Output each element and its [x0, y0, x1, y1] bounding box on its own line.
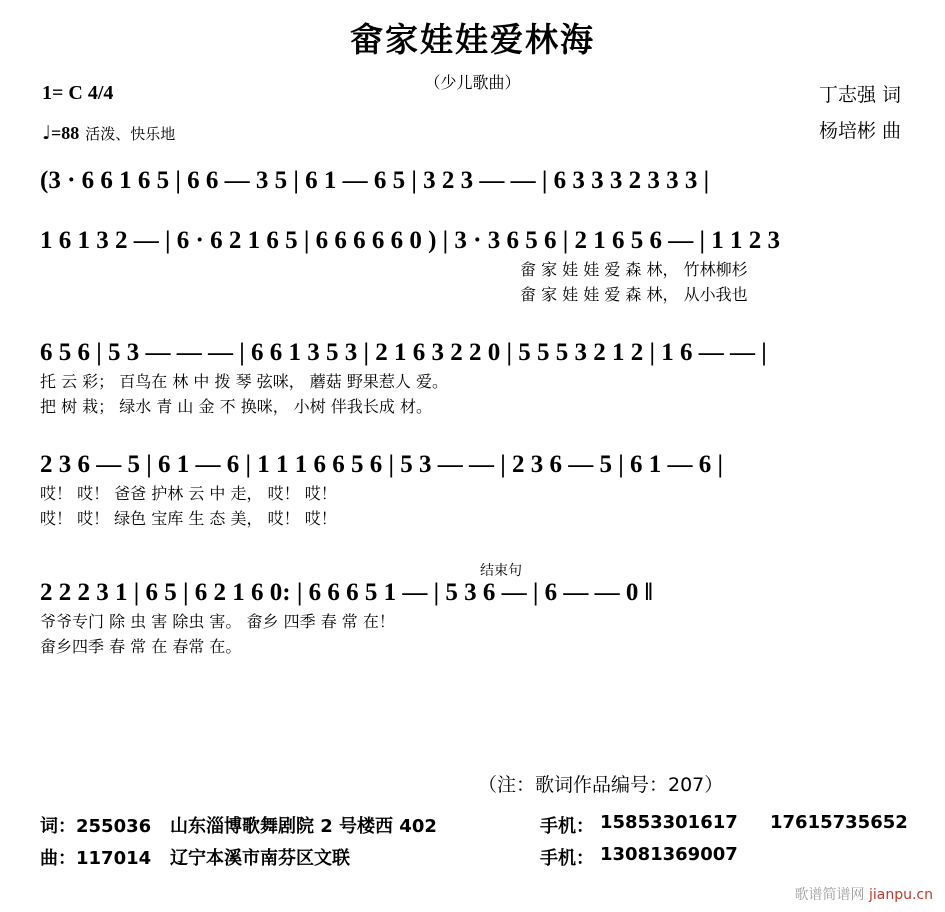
lyric-line-verse2: 畲 家 娃 娃 爱 森 林， 从小我也	[520, 285, 748, 305]
quarter-note-icon: ♩	[42, 122, 51, 144]
lyric-line-verse1: 爷爷专门 除 虫 害 除虫 害。 畲乡 四季 春 常 在！	[40, 612, 395, 632]
music-system-1	[40, 168, 910, 194]
lyric-line-verse2: 哎！ 哎！ 绿色 宝库 生 态 美， 哎！ 哎！	[40, 509, 337, 529]
notation-line: 1 6 1 3 2 — | 6 · 6 2 1 6 5 | 6 6 6 6 6 0 ) | 3 · 3 6 5 6 | 2 1 6 5 6 — | 1 1 2 3	[40, 227, 781, 254]
lyricist-phone-label: 手机：	[540, 816, 594, 837]
lyric-line-verse1: 托 云 彩； 百鸟在 林 中 拨 琴 弦咪， 蘑菇 野果惹人 爱。	[40, 372, 448, 392]
composer-credit: 杨培彬 曲	[818, 120, 901, 142]
lyricist-credit: 丁志强 词	[818, 84, 901, 106]
watermark-cn: 歌谱简谱网	[794, 887, 865, 903]
lyric-line-verse1: 哎！ 哎！ 爸爸 护林 云 中 走， 哎！ 哎！	[40, 484, 337, 504]
lyricist-phone-2: 17615735652	[770, 812, 908, 833]
notation-line: 6 5 6 | 5 3 — — — | 6 6 1 3 5 3 | 2 1 6 3 2 2 0 | 5 5 5 3 2 1 2 | 1 6 — — |	[40, 339, 767, 366]
ending-phrase-label: 结束句	[480, 563, 522, 579]
composer-phone-1: 13081369007	[600, 844, 738, 865]
music-system-3	[40, 340, 910, 420]
song-title: 畲家娃娃爱林海	[350, 20, 595, 59]
work-number-note: （注：歌词作品编号：207）	[478, 774, 724, 796]
lyricist-phone-1: 15853301617	[600, 812, 738, 833]
tempo-mood: 活泼、快乐地	[85, 125, 176, 143]
site-watermark	[795, 884, 933, 904]
music-system-2	[40, 228, 910, 308]
tempo-value: =88	[50, 123, 80, 143]
lyricist-contact-label: 词：	[40, 816, 76, 837]
song-subtitle: （少儿歌曲）	[424, 73, 521, 92]
composer-contact-label: 曲：	[40, 848, 76, 869]
watermark-en: jianpu.cn	[868, 887, 933, 903]
lyricist-contact-row	[40, 812, 908, 838]
lyricist-address: 山东淄博歌舞剧院 2 号楼西 402	[169, 816, 437, 837]
music-system-5	[40, 560, 910, 660]
composer-zip: 117014	[76, 848, 152, 869]
music-system-4	[40, 452, 910, 532]
lyric-line-verse2: 畲乡四季 春 常 在 春常 在。	[40, 637, 242, 657]
notation-line: 2 3 6 — 5 | 6 1 — 6 | 1 1 1 6 6 5 6 | 5 3 — — | 2 3 6 — 5 | 6 1 — 6 |	[40, 451, 724, 478]
notation-line: (3 · 6 6 1 6 5 | 6 6 — 3 5 | 6 1 — 6 5 | 3 2 3 — — | 6 3 3 3 2 3 3 3 |	[40, 167, 710, 194]
composer-phone-label: 手机：	[540, 848, 594, 869]
notation-line: 2 2 2 3 1 | 6 5 | 6 2 1 6 0: | 6 6 6 5 1 — | 5 3 6 — | 6 — — 0 ‖	[40, 579, 653, 606]
key-signature: 1= C 4/4	[42, 82, 114, 104]
composer-contact-row	[40, 844, 738, 870]
lyric-line-verse2: 把 树 栽； 绿水 青 山 金 不 换咪， 小树 伴我长成 材。	[40, 397, 432, 417]
tempo-marking	[42, 122, 175, 144]
composer-address: 辽宁本溪市南芬区文联	[169, 848, 350, 869]
lyric-line-verse1: 畲 家 娃 娃 爱 森 林， 竹林柳杉	[520, 260, 748, 280]
lyricist-zip: 255036	[76, 816, 152, 837]
